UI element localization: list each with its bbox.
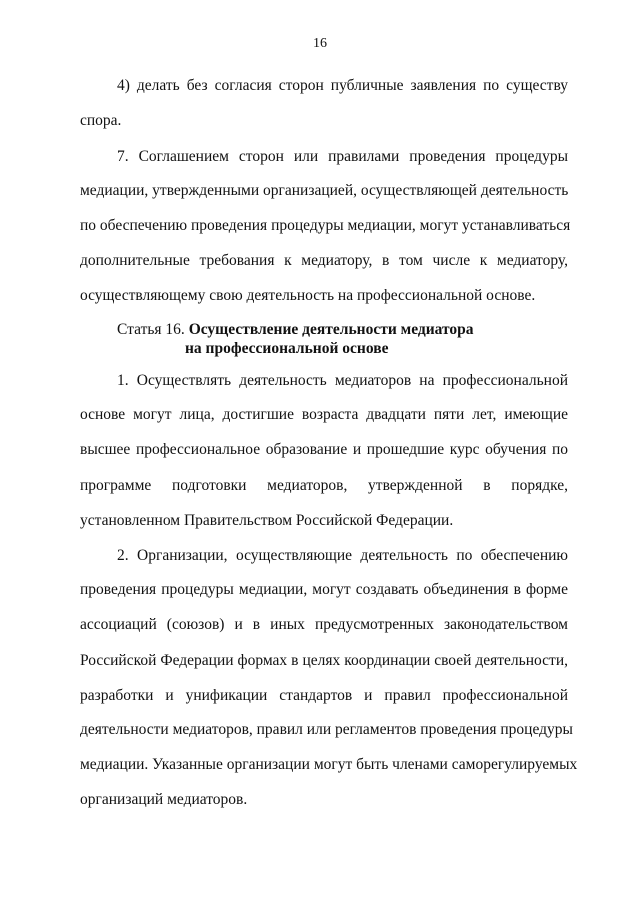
text-line: Российской Федерации формах в целях координации своей деятельности,: [80, 652, 568, 669]
text-line: 7. Соглашением сторон или правилами проведения процедуры: [117, 148, 568, 165]
article-title-line2: на профессиональной основе: [185, 340, 389, 357]
text-line: спора.: [80, 112, 122, 129]
text-line: ассоциаций (союзов) и в иных предусмотренных законодательством: [80, 616, 568, 633]
text-line: проведения процедуры медиации, могут создавать объединения в форме: [80, 581, 568, 598]
text-line: высшее профессиональное образование и прошедшие курс обучения по: [80, 441, 568, 458]
text-line: 2. Организации, осуществляющие деятельность по обеспечению: [117, 547, 568, 564]
article-title-line1: Осуществление деятельности медиатора: [188, 321, 474, 338]
article-number: Статья 16.: [117, 321, 185, 338]
text-line: установленном Правительством Российской Федерации.: [80, 512, 454, 529]
text-line: программе подготовки медиаторов, утвержденной в порядке,: [80, 477, 568, 494]
text-line: осуществляющему свою деятельность на профессиональной основе.: [80, 287, 536, 304]
article-heading: [117, 320, 474, 340]
text-line: медиации, утвержденными организацией, осуществляющей деятельность: [80, 182, 569, 199]
article-heading-line2: [185, 339, 388, 359]
text-line: дополнительные требования к медиатору, в том числе к медиатору,: [80, 252, 568, 269]
text-line: деятельности медиаторов, правил или регламентов проведения процедуры: [80, 721, 573, 738]
text-line: 1. Осуществлять деятельность медиаторов на профессиональной: [117, 372, 568, 389]
page-number: 16: [313, 36, 327, 51]
text-line: медиации. Указанные организации могут быть членами саморегулируемых: [80, 756, 578, 773]
text-line: организаций медиаторов.: [80, 791, 248, 808]
text-line: 4) делать без согласия сторон публичные заявления по существу: [117, 77, 568, 94]
text-line: по обеспечению проведения процедуры медиации, могут устанавливаться: [80, 217, 571, 234]
text-line: основе могут лица, достигшие возраста двадцати пяти лет, имеющие: [80, 406, 568, 423]
text-line: разработки и унификации стандартов и правил профессиональной: [80, 687, 568, 704]
